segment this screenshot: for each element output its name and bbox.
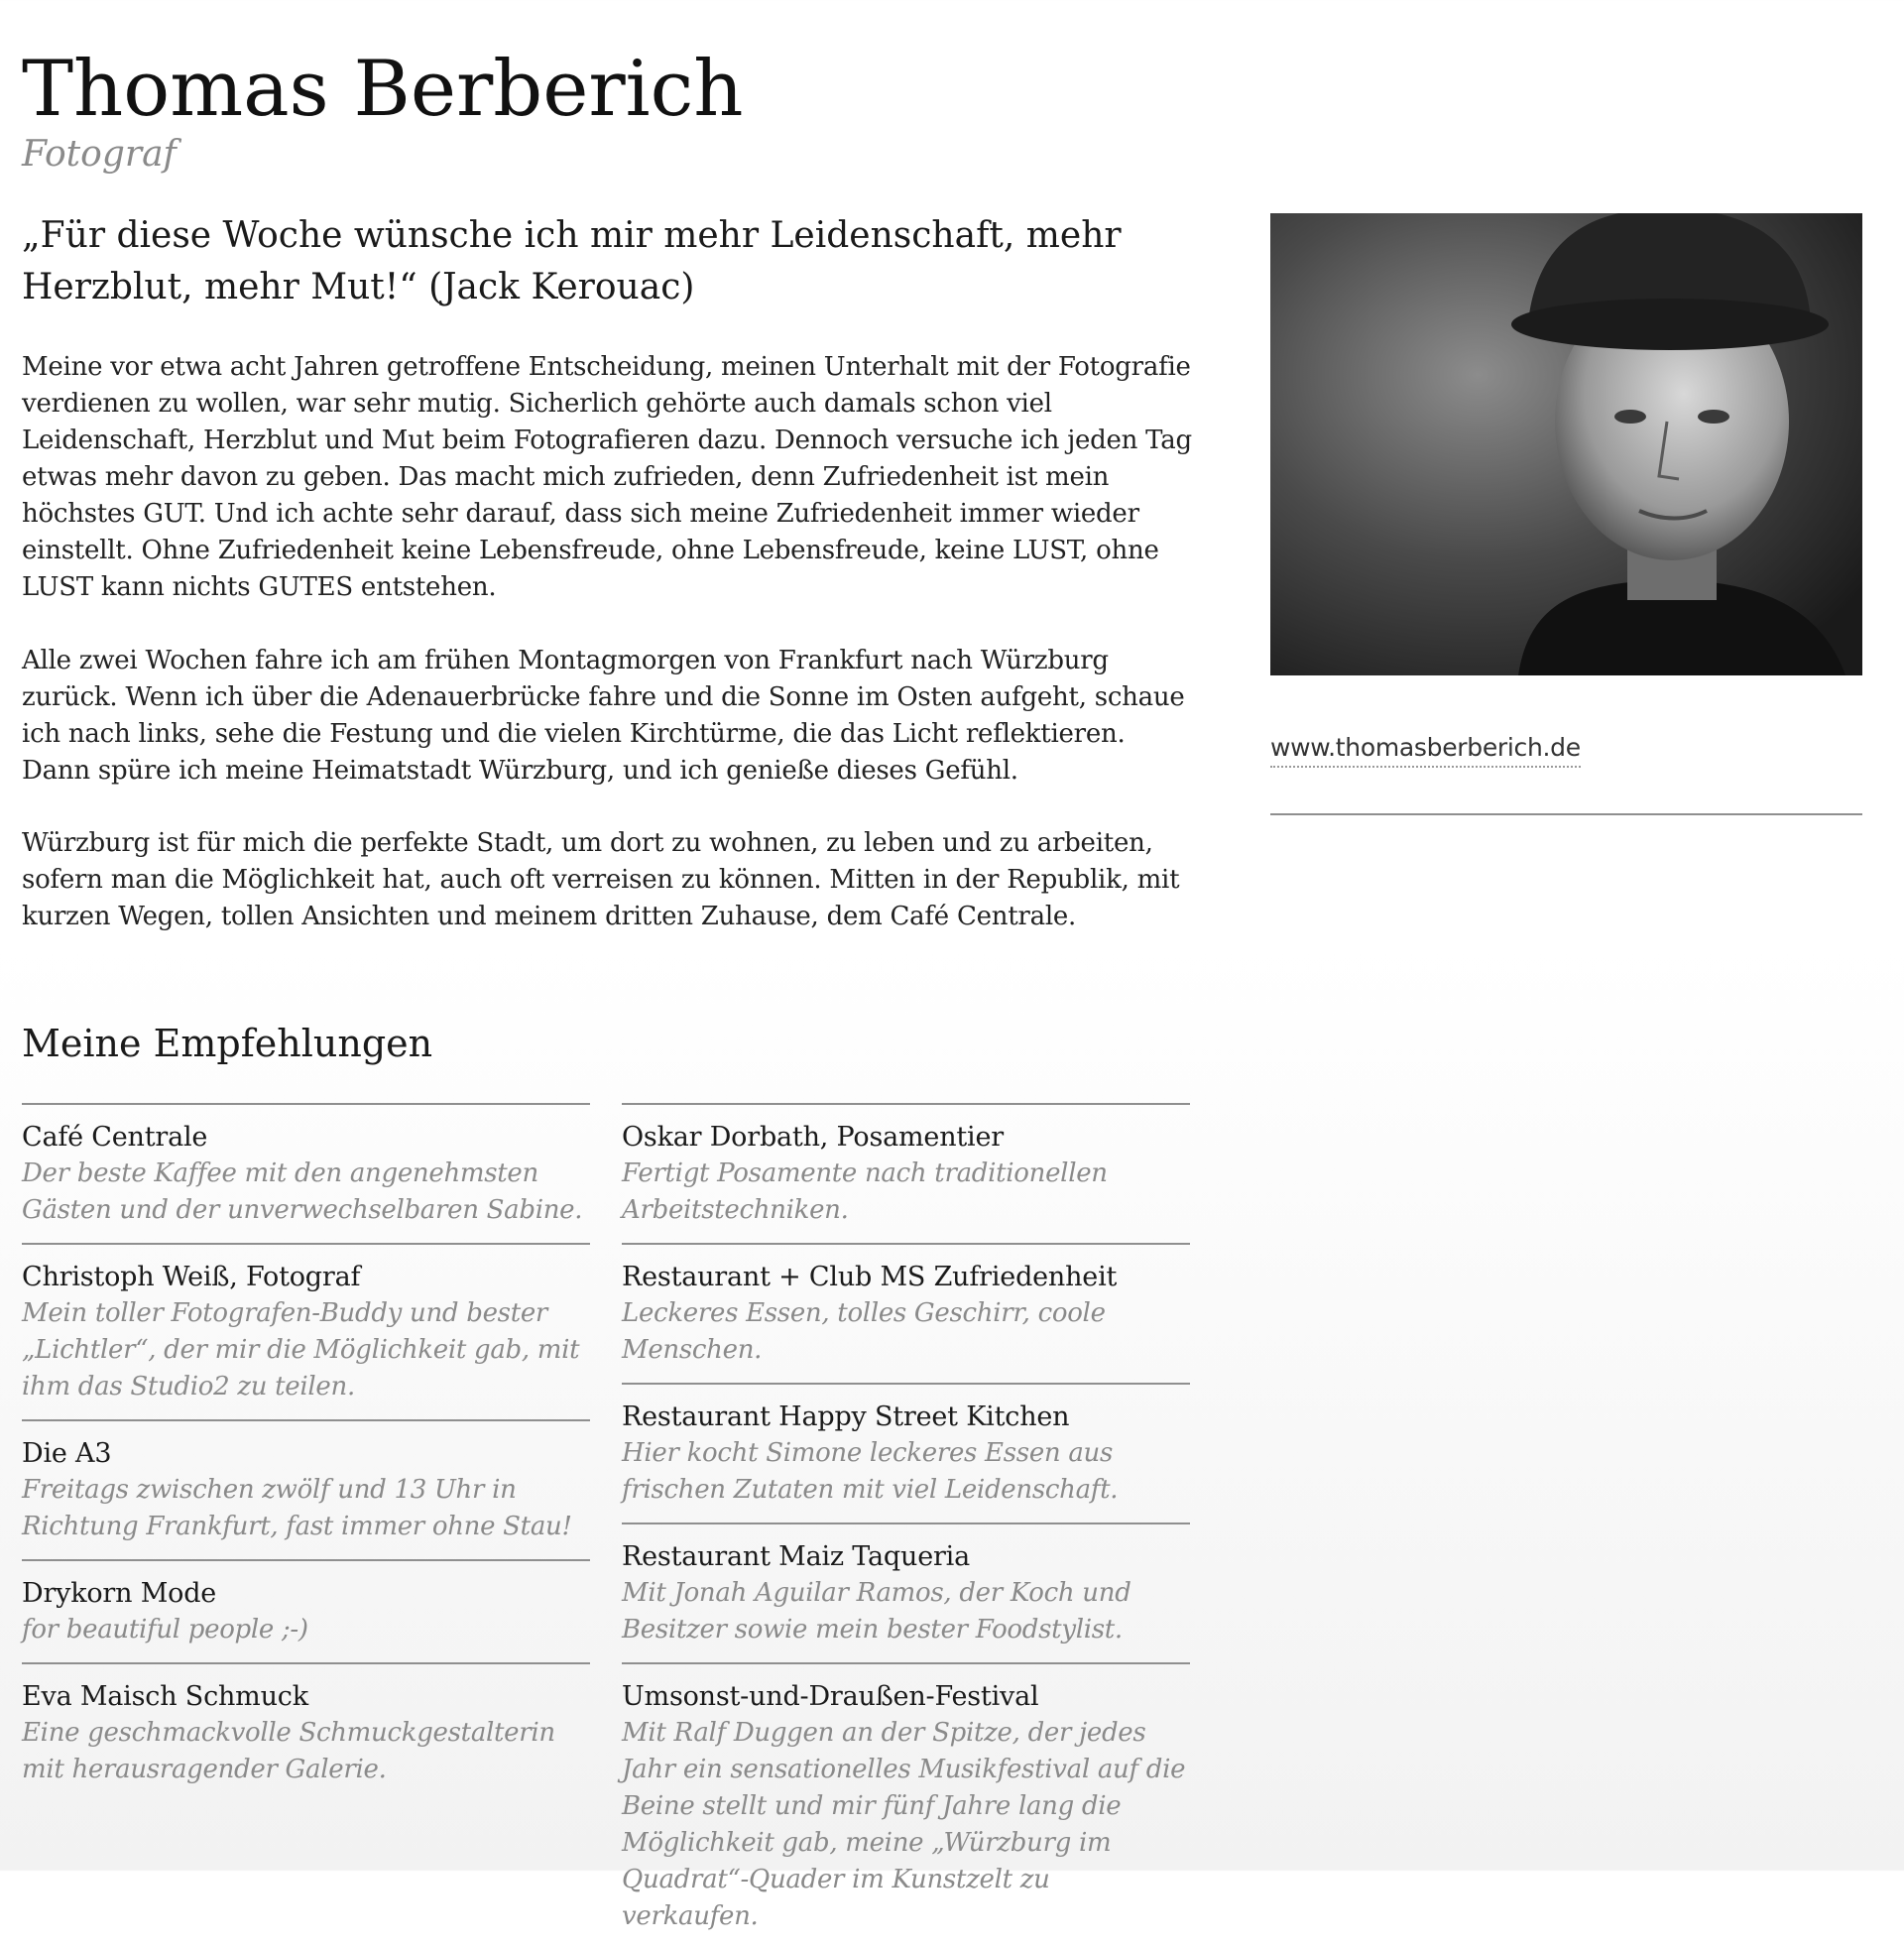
- recommendation-name: Die A3: [22, 1438, 112, 1469]
- profile-role: Fotograf: [22, 134, 177, 175]
- recommendation-description: Mit Jonah Aguilar Ramos, der Koch und Besitzer sowie mein bester Foodstylist.: [622, 1578, 1131, 1644]
- recommendation-description: Mein toller Fotografen-Buddy und bester „Lichtler“, der mir die Möglichkeit gab, mit ihm das Studio2 zu teilen.: [22, 1298, 580, 1401]
- recommendation-name: Eva Maisch Schmuck: [22, 1681, 308, 1712]
- paragraph: Alle zwei Wochen fahre ich am frühen Montagmorgen von Frankfurt nach Würzburg zurück. Wenn ich über die Adenauerbrücke fahre und die Sonne im Osten aufgeht, schaue ich nach links, sehe die Festung und die vielen Kirchtürme, die das Licht reflektieren. Dann spüre ich meine Heimatstadt Würzburg, und ich genieße dieses Gefühl.: [22, 646, 1185, 786]
- portrait-illustration: [1270, 213, 1862, 675]
- recommendation-item[interactable]: [622, 1383, 1190, 1523]
- recommendation-name: Restaurant Maiz Taqueria: [622, 1541, 971, 1572]
- website-link[interactable]: www.thomasberberich.de: [1270, 731, 1581, 768]
- recommendation-item[interactable]: [622, 1662, 1190, 1949]
- recommendations-heading: Meine Empfehlungen: [22, 1022, 433, 1065]
- recommendation-name: Drykorn Mode: [22, 1578, 217, 1609]
- portrait-photo: [1270, 213, 1862, 675]
- recommendation-description: for beautiful people ;-): [22, 1615, 308, 1644]
- recommendations-left-column: [22, 1103, 590, 1802]
- recommendations-right-column: [622, 1103, 1190, 1949]
- recommendation-description: Eine geschmackvolle Schmuckgestalterin mit herausragender Galerie.: [22, 1718, 555, 1784]
- recommendation-item[interactable]: [22, 1243, 590, 1419]
- recommendation-description: Fertigt Posamente nach traditionellen Arbeitstechniken.: [622, 1158, 1108, 1225]
- recommendation-description: Leckeres Essen, tolles Geschirr, coole Menschen.: [622, 1298, 1106, 1365]
- recommendation-description: Hier kocht Simone leckeres Essen aus frischen Zutaten mit viel Leidenschaft.: [622, 1438, 1119, 1505]
- recommendation-description: Freitags zwischen zwölf und 13 Uhr in Richtung Frankfurt, fast immer ohne Stau!: [22, 1475, 572, 1541]
- recommendation-name: Restaurant + Club MS Zufriedenheit: [622, 1262, 1118, 1292]
- recommendation-name: Oskar Dorbath, Posamentier: [622, 1122, 1004, 1153]
- recommendation-item[interactable]: [622, 1523, 1190, 1662]
- sidebar-divider: [1270, 813, 1862, 815]
- recommendation-item[interactable]: [22, 1103, 590, 1243]
- recommendation-item[interactable]: [622, 1103, 1190, 1243]
- recommendation-description: Mit Ralf Duggen an der Spitze, der jedes Jahr ein sensationelles Musikfestival auf die Beine stellt und mir fünf Jahre lang die Möglichkeit gab, meine „Würzburg im Quadrat“-Quader im Kunstzelt zu verkaufen.: [622, 1718, 1186, 1931]
- quote-text: „Für diese Woche wünsche ich mir mehr Leidenschaft, mehr Herzblut, mehr Mut!“ (Jack Kerouac): [22, 215, 1122, 307]
- recommendation-item[interactable]: [22, 1662, 590, 1802]
- recommendation-description: Der beste Kaffee mit den angenehmsten Gästen und der unverwechselbaren Sabine.: [22, 1158, 583, 1225]
- recommendation-item[interactable]: [22, 1559, 590, 1662]
- recommendation-name: Restaurant Happy Street Kitchen: [622, 1401, 1070, 1432]
- recommendation-item[interactable]: [22, 1419, 590, 1559]
- quote-block: [22, 210, 1192, 313]
- recommendation-name: Umsonst-und-Draußen-Festival: [622, 1681, 1039, 1712]
- recommendation-name: Café Centrale: [22, 1122, 208, 1153]
- paragraph: Würzburg ist für mich die perfekte Stadt, um dort zu wohnen, zu leben und zu arbeiten, sofern man die Möglichkeit hat, auch oft verreisen zu können. Mitten in der Republik, mit kurzen Wegen, tollen Ansichten und meinem dritten Zuhause, dem Café Centrale.: [22, 828, 1180, 931]
- recommendation-name: Christoph Weiß, Fotograf: [22, 1262, 361, 1292]
- paragraph: Meine vor etwa acht Jahren getroffene Entscheidung, meinen Unterhalt mit der Fotografie verdienen zu wollen, war sehr mutig. Sicherlich gehörte auch damals schon viel Leidenschaft, Herzblut und Mut beim Fotografieren dazu. Dennoch versuche ich jeden Tag etwas mehr davon zu geben. Das macht mich zufrieden, denn Zufriedenheit ist mein höchstes GUT. Und ich achte sehr darauf, dass sich meine Zufriedenheit immer wieder einstellt. Ohne Zufriedenheit keine Lebensfreude, ohne Lebensfreude, keine LUST, ohne LUST kann nichts GUTES entstehen.: [22, 352, 1192, 602]
- page-title: Thomas Berberich: [22, 45, 744, 134]
- recommendation-item[interactable]: [622, 1243, 1190, 1383]
